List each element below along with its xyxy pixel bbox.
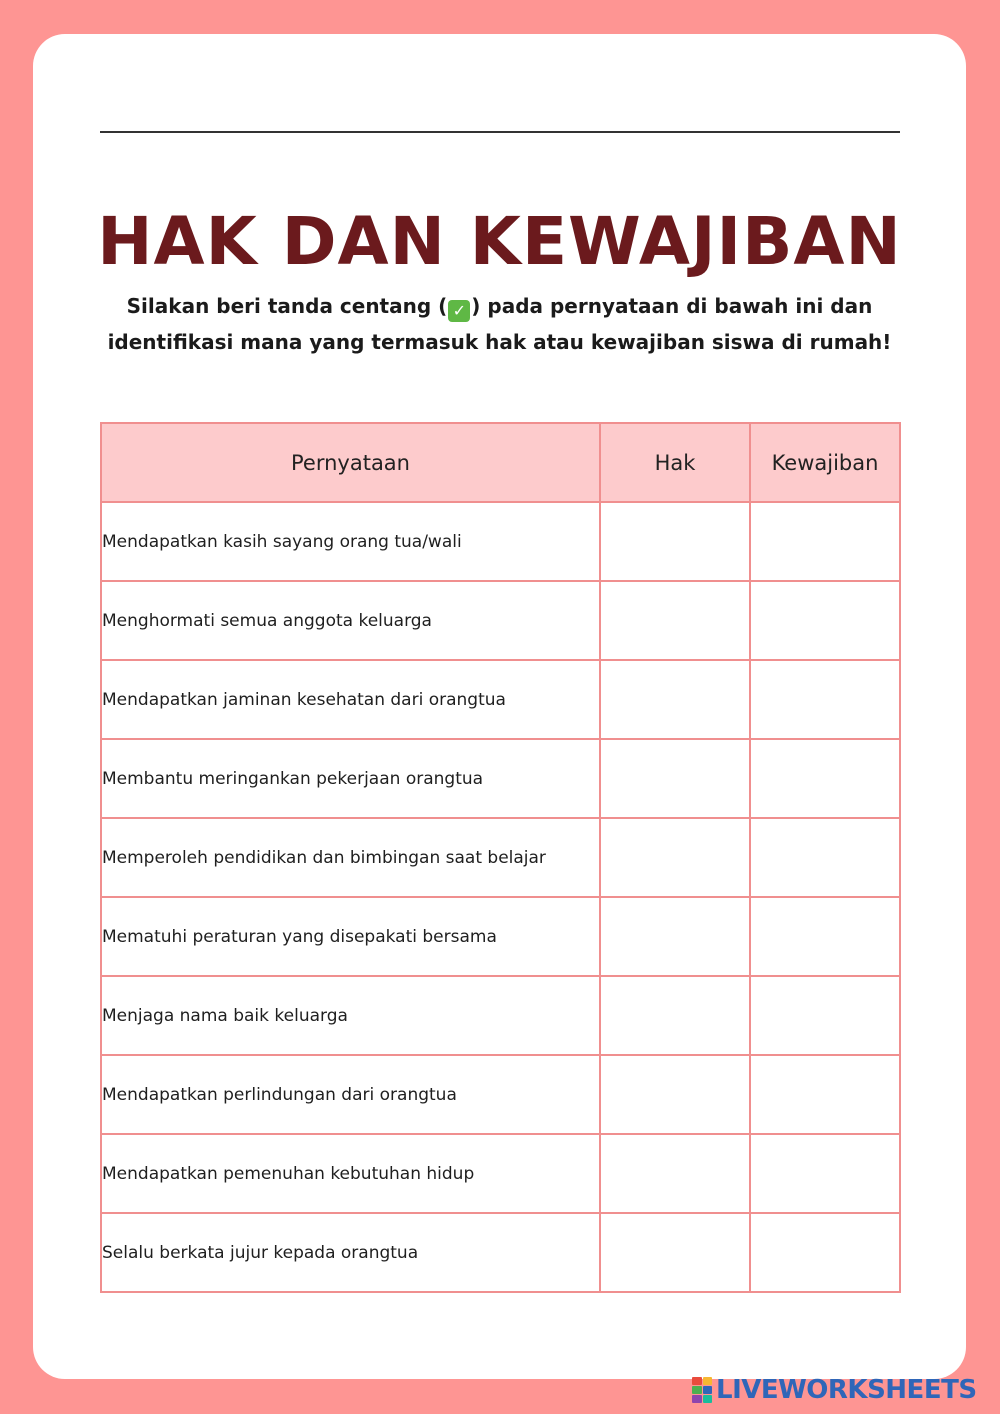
hak-checkbox-cell[interactable] (600, 976, 750, 1055)
kewajiban-checkbox-cell[interactable] (750, 976, 900, 1055)
table-row (101, 502, 900, 581)
hak-checkbox-cell[interactable] (600, 581, 750, 660)
liveworksheets-logo-icon (692, 1377, 712, 1403)
brand-name: LIVEWORKSHEETS (716, 1375, 977, 1405)
hak-checkbox-cell[interactable] (600, 1213, 750, 1292)
liveworksheets-brand[interactable] (692, 1374, 977, 1406)
kewajiban-checkbox-cell[interactable] (750, 1213, 900, 1292)
table-row (101, 976, 900, 1055)
check-mark-icon: ✓ (448, 300, 470, 322)
top-divider (100, 131, 900, 133)
table-row (101, 1055, 900, 1134)
kewajiban-checkbox-cell[interactable] (750, 502, 900, 581)
hak-checkbox-cell[interactable] (600, 897, 750, 976)
table-row (101, 897, 900, 976)
table-header-row (101, 423, 900, 502)
statement-cell: Memperoleh pendidikan dan bimbingan saat belajar (101, 818, 600, 897)
table-row (101, 1134, 900, 1213)
statement-cell: Menghormati semua anggota keluarga (101, 581, 600, 660)
statement-cell: Mendapatkan pemenuhan kebutuhan hidup (101, 1134, 600, 1213)
header-statement: Pernyataan (101, 423, 600, 502)
statement-cell: Mendapatkan jaminan kesehatan dari orangtua (101, 660, 600, 739)
header-kewajiban: Kewajiban (750, 423, 900, 502)
kewajiban-checkbox-cell[interactable] (750, 1134, 900, 1213)
statement-table (100, 422, 901, 1293)
table-row (101, 1213, 900, 1292)
table-row (101, 818, 900, 897)
hak-checkbox-cell[interactable] (600, 660, 750, 739)
kewajiban-checkbox-cell[interactable] (750, 739, 900, 818)
statement-cell: Mendapatkan kasih sayang orang tua/wali (101, 502, 600, 581)
worksheet-page (33, 34, 966, 1379)
statement-cell: Selalu berkata jujur kepada orangtua (101, 1213, 600, 1292)
instructions (73, 288, 926, 360)
statement-cell: Membantu meringankan pekerjaan orangtua (101, 739, 600, 818)
statement-cell: Menjaga nama baik keluarga (101, 976, 600, 1055)
kewajiban-checkbox-cell[interactable] (750, 660, 900, 739)
hak-checkbox-cell[interactable] (600, 739, 750, 818)
worksheet-title: HAK DAN KEWAJIBAN (97, 203, 902, 280)
kewajiban-checkbox-cell[interactable] (750, 1055, 900, 1134)
table-row (101, 581, 900, 660)
table-row (101, 739, 900, 818)
instruction-text-end: ) pada pernyataan di bawah ini dan identifikasi mana yang termasuk hak atau kewajiban siswa di rumah! (107, 294, 892, 354)
header-hak: Hak (600, 423, 750, 502)
hak-checkbox-cell[interactable] (600, 1055, 750, 1134)
instruction-text-start: Silakan beri tanda centang ( (126, 294, 448, 318)
hak-checkbox-cell[interactable] (600, 818, 750, 897)
kewajiban-checkbox-cell[interactable] (750, 897, 900, 976)
table-row (101, 660, 900, 739)
hak-checkbox-cell[interactable] (600, 502, 750, 581)
statement-cell: Mematuhi peraturan yang disepakati bersama (101, 897, 600, 976)
kewajiban-checkbox-cell[interactable] (750, 818, 900, 897)
kewajiban-checkbox-cell[interactable] (750, 581, 900, 660)
statement-cell: Mendapatkan perlindungan dari orangtua (101, 1055, 600, 1134)
hak-checkbox-cell[interactable] (600, 1134, 750, 1213)
